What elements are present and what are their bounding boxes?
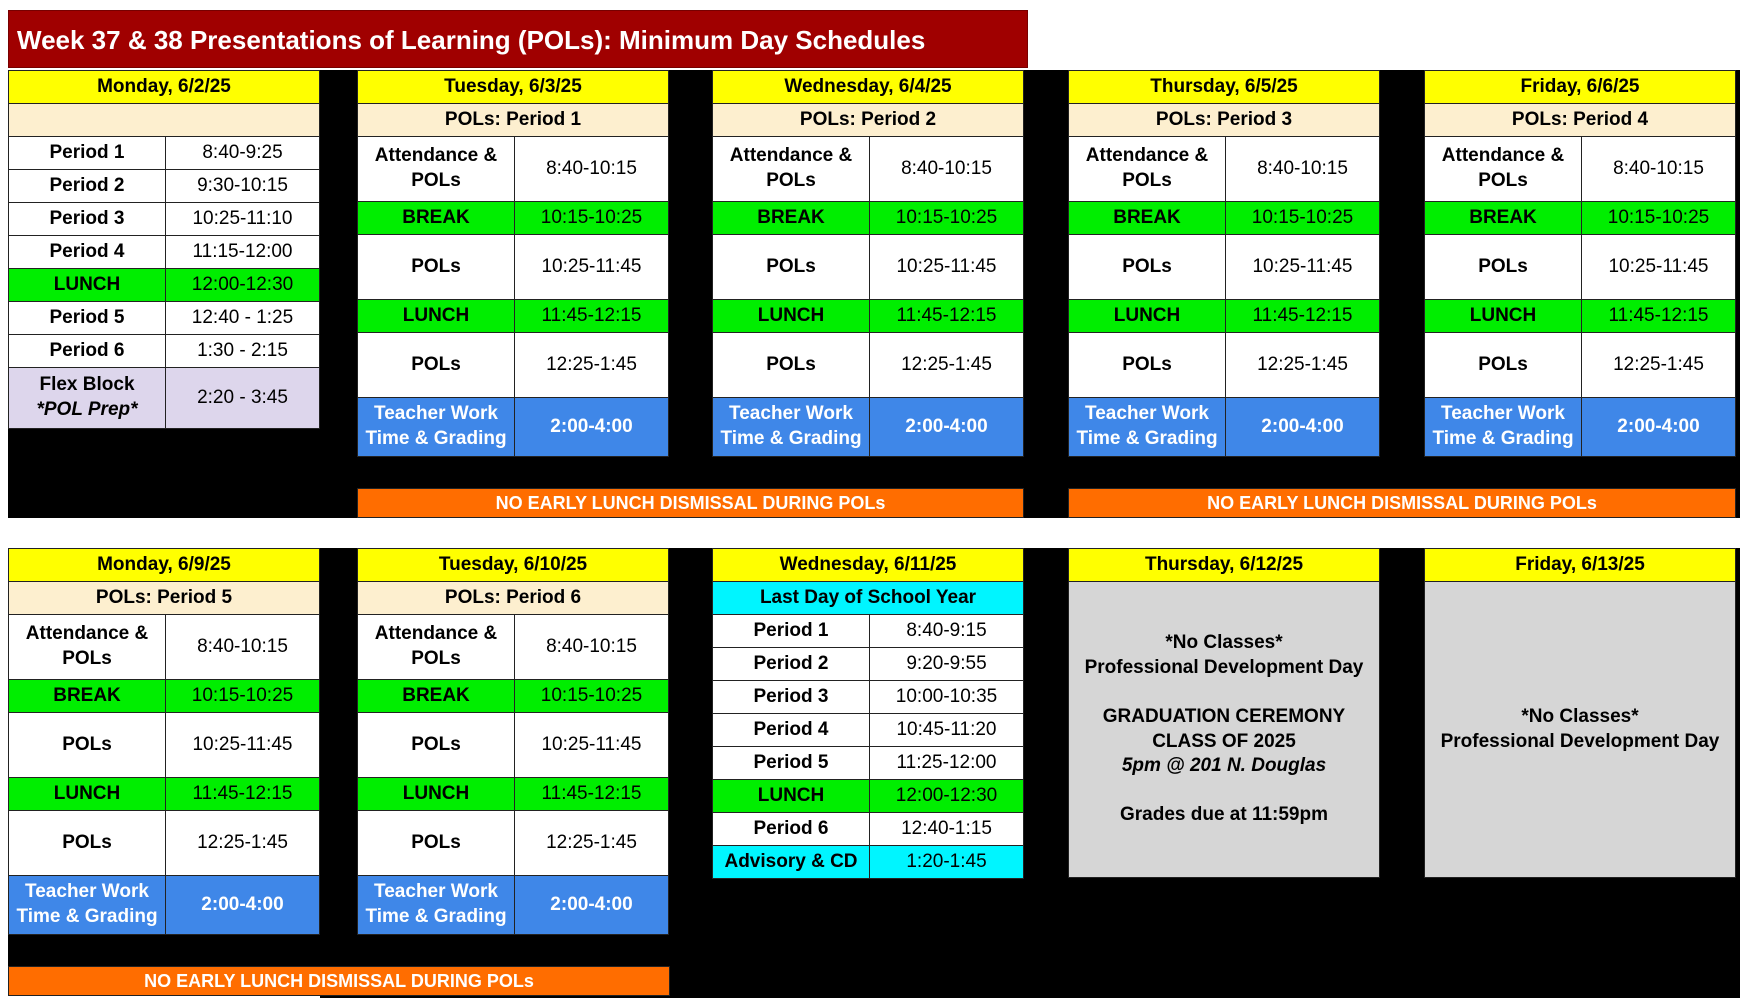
lunch-label: LUNCH (712, 299, 870, 333)
pols-label: POLs (357, 332, 515, 398)
break-time: 10:15-10:25 (165, 679, 320, 713)
break-label: BREAK (1424, 201, 1582, 235)
lunch-label: LUNCH (357, 777, 515, 811)
attendance-label: Attendance & POLs (1068, 136, 1226, 202)
period-time: 12:40 - 1:25 (165, 301, 320, 335)
teacher-work-label: Teacher Work Time & Grading (1424, 397, 1582, 457)
pols-label: POLs (712, 234, 870, 300)
pols-label: POLs (357, 810, 515, 876)
period-time: 11:15-12:00 (165, 235, 320, 269)
attendance-label: Attendance & POLs (712, 136, 870, 202)
friday-6-13-schedule (1424, 548, 1736, 878)
pd-day-text: Professional Development Day (1440, 730, 1720, 752)
break-time: 10:15-10:25 (1225, 201, 1380, 235)
break-label: BREAK (8, 679, 166, 713)
pols-label: POLs (1068, 234, 1226, 300)
attendance-time: 8:40-10:15 (514, 614, 669, 680)
period-label: Period 5 (8, 301, 166, 335)
pols-label: POLs (1068, 332, 1226, 398)
day-subheader: POLs: Period 3 (1068, 103, 1380, 137)
lunch-label: LUNCH (8, 268, 166, 302)
attendance-label: Attendance & POLs (1424, 136, 1582, 202)
break-time: 10:15-10:25 (1581, 201, 1736, 235)
teacher-work-label: Teacher Work Time & Grading (357, 397, 515, 457)
no-early-lunch-notice: NO EARLY LUNCH DISMISSAL DURING POLs (8, 966, 670, 996)
pols-time: 12:25-1:45 (1225, 332, 1380, 398)
pols-label: POLs (1424, 332, 1582, 398)
teacher-work-label: Teacher Work Time & Grading (712, 397, 870, 457)
pols-time: 12:25-1:45 (514, 332, 669, 398)
flex-block-time: 2:20 - 3:45 (165, 367, 320, 429)
period-label: Period 1 (712, 614, 870, 648)
attendance-time: 8:40-10:15 (514, 136, 669, 202)
pols-time: 10:25-11:45 (514, 234, 669, 300)
wednesday-6-11-schedule (712, 548, 1024, 878)
period-time: 9:20-9:55 (869, 647, 1024, 681)
break-label: BREAK (712, 201, 870, 235)
pols-time: 10:25-11:45 (869, 234, 1024, 300)
day-header: Wednesday, 6/4/25 (712, 70, 1024, 104)
period-label: Period 4 (8, 235, 166, 269)
period-time: 9:30-10:15 (165, 169, 320, 203)
pols-label: POLs (357, 234, 515, 300)
pols-time: 10:25-11:45 (514, 712, 669, 778)
flex-block-label (8, 367, 166, 429)
break-label: BREAK (1068, 201, 1226, 235)
monday-6-9-schedule (8, 548, 320, 940)
teacher-work-label: Teacher Work Time & Grading (1068, 397, 1226, 457)
attendance-label: Attendance & POLs (8, 614, 166, 680)
period-label: Period 4 (712, 713, 870, 747)
lunch-time: 12:00-12:30 (165, 268, 320, 302)
break-label: BREAK (357, 679, 515, 713)
attendance-label: Attendance & POLs (357, 614, 515, 680)
day-header: Tuesday, 6/10/25 (357, 548, 669, 582)
lunch-label: LUNCH (712, 779, 870, 813)
period-time: 1:30 - 2:15 (165, 334, 320, 368)
pols-label: POLs (8, 712, 166, 778)
pols-time: 12:25-1:45 (869, 332, 1024, 398)
day-subheader: POLs: Period 4 (1424, 103, 1736, 137)
no-early-lunch-notice: NO EARLY LUNCH DISMISSAL DURING POLs (1068, 488, 1736, 518)
attendance-time: 8:40-10:15 (1225, 136, 1380, 202)
wednesday-6-4-schedule (712, 70, 1024, 462)
teacher-work-time: 2:00-4:00 (514, 875, 669, 935)
day-subheader: POLs: Period 6 (357, 581, 669, 615)
no-classes-text: *No Classes* (1521, 705, 1639, 727)
flex-block-subtitle: *POL Prep* (36, 399, 138, 420)
teacher-work-time: 2:00-4:00 (514, 397, 669, 457)
pols-time: 10:25-11:45 (165, 712, 320, 778)
thursday-6-5-schedule (1068, 70, 1380, 462)
pols-time: 10:25-11:45 (1581, 234, 1736, 300)
lunch-time: 11:45-12:15 (514, 777, 669, 811)
page-title: Week 37 & 38 Presentations of Learning (POLs): Minimum Day Schedules (8, 10, 1028, 68)
period-label: Period 2 (712, 647, 870, 681)
friday-6-6-schedule (1424, 70, 1736, 462)
period-time: 8:40-9:25 (165, 136, 320, 170)
teacher-work-time: 2:00-4:00 (1581, 397, 1736, 457)
no-early-lunch-notice: NO EARLY LUNCH DISMISSAL DURING POLs (357, 488, 1024, 518)
day-header: Wednesday, 6/11/25 (712, 548, 1024, 582)
day-header: Friday, 6/13/25 (1424, 548, 1736, 582)
day-header: Thursday, 6/12/25 (1068, 548, 1380, 582)
period-time: 8:40-9:15 (869, 614, 1024, 648)
period-label: Period 5 (712, 746, 870, 780)
period-label: Period 6 (712, 812, 870, 846)
pols-label: POLs (357, 712, 515, 778)
period-label: Period 6 (8, 334, 166, 368)
attendance-time: 8:40-10:15 (869, 136, 1024, 202)
break-label: BREAK (357, 201, 515, 235)
lunch-time: 11:45-12:15 (869, 299, 1024, 333)
period-label: Period 1 (8, 136, 166, 170)
period-time: 10:25-11:10 (165, 202, 320, 236)
break-time: 10:15-10:25 (514, 201, 669, 235)
lunch-time: 11:45-12:15 (165, 777, 320, 811)
day-header: Tuesday, 6/3/25 (357, 70, 669, 104)
pols-time: 10:25-11:45 (1225, 234, 1380, 300)
lunch-time: 12:00-12:30 (869, 779, 1024, 813)
lunch-label: LUNCH (1424, 299, 1582, 333)
period-time: 11:25-12:00 (869, 746, 1024, 780)
lunch-label: LUNCH (8, 777, 166, 811)
pols-time: 12:25-1:45 (514, 810, 669, 876)
lunch-label: LUNCH (1068, 299, 1226, 333)
teacher-work-time: 2:00-4:00 (165, 875, 320, 935)
class-of-text: CLASS OF 2025 (1152, 730, 1296, 752)
teacher-work-time: 2:00-4:00 (1225, 397, 1380, 457)
day-header: Monday, 6/2/25 (8, 70, 320, 104)
graduation-text: GRADUATION CEREMONY (1102, 705, 1346, 727)
advisory-label: Advisory & CD (712, 845, 870, 879)
pd-day-text: Professional Development Day (1084, 657, 1364, 679)
day-subheader: POLs: Period 1 (357, 103, 669, 137)
day-header: Monday, 6/9/25 (8, 548, 320, 582)
day-header: Friday, 6/6/25 (1424, 70, 1736, 104)
day-subheader (8, 103, 320, 137)
pols-time: 12:25-1:45 (165, 810, 320, 876)
attendance-label: Attendance & POLs (357, 136, 515, 202)
pols-label: POLs (1424, 234, 1582, 300)
period-label: Period 3 (8, 202, 166, 236)
period-time: 12:40-1:15 (869, 812, 1024, 846)
tuesday-6-3-schedule (357, 70, 669, 462)
break-time: 10:15-10:25 (514, 679, 669, 713)
lunch-time: 11:45-12:15 (514, 299, 669, 333)
day-subheader: POLs: Period 5 (8, 581, 320, 615)
period-label: Period 3 (712, 680, 870, 714)
period-label: Period 2 (8, 169, 166, 203)
teacher-work-label: Teacher Work Time & Grading (8, 875, 166, 935)
period-time: 10:00-10:35 (869, 680, 1024, 714)
advisory-time: 1:20-1:45 (869, 845, 1024, 879)
flex-block-title: Flex Block (39, 374, 135, 396)
grades-due-text: Grades due at 11:59pm (1119, 803, 1329, 825)
lunch-label: LUNCH (357, 299, 515, 333)
last-day-banner: Last Day of School Year (712, 581, 1024, 615)
attendance-time: 8:40-10:15 (165, 614, 320, 680)
attendance-time: 8:40-10:15 (1581, 136, 1736, 202)
pols-label: POLs (712, 332, 870, 398)
thursday-6-12-schedule (1068, 548, 1380, 878)
break-time: 10:15-10:25 (869, 201, 1024, 235)
teacher-work-time: 2:00-4:00 (869, 397, 1024, 457)
day-subheader: POLs: Period 2 (712, 103, 1024, 137)
pols-label: POLs (8, 810, 166, 876)
lunch-time: 11:45-12:15 (1225, 299, 1380, 333)
no-classes-panel (1068, 581, 1380, 878)
teacher-work-label: Teacher Work Time & Grading (357, 875, 515, 935)
monday-6-2-schedule (8, 70, 320, 426)
lunch-time: 11:45-12:15 (1581, 299, 1736, 333)
no-classes-panel (1424, 581, 1736, 878)
tuesday-6-10-schedule (357, 548, 669, 940)
period-time: 10:45-11:20 (869, 713, 1024, 747)
pols-time: 12:25-1:45 (1581, 332, 1736, 398)
black-background-top-left (8, 425, 328, 518)
ceremony-location-text: 5pm @ 201 N. Douglas (1121, 755, 1327, 777)
no-classes-text: *No Classes* (1165, 632, 1283, 654)
day-header: Thursday, 6/5/25 (1068, 70, 1380, 104)
